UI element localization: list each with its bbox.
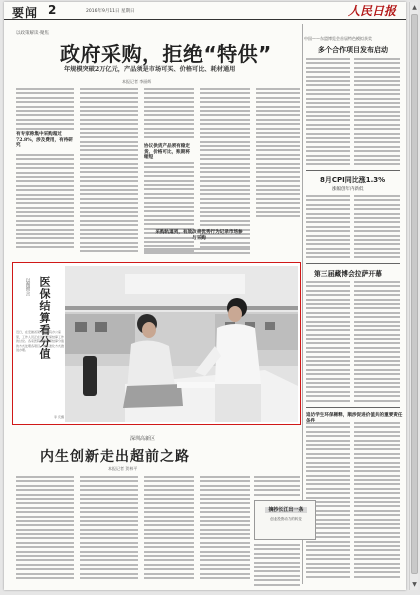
- body-text: [254, 476, 300, 498]
- body-text: [354, 281, 400, 404]
- body-text: [80, 88, 138, 255]
- photo-credit: 李 庆摄: [54, 415, 64, 419]
- photo-tag: 以图带言: [25, 278, 30, 296]
- issue-date: 2016年9月11日 星期日: [86, 9, 135, 14]
- body-text: [306, 58, 350, 168]
- vertical-scrollbar[interactable]: [409, 2, 418, 590]
- scroll-thumb[interactable]: [411, 14, 418, 574]
- body-text: [254, 544, 300, 588]
- right-headline-4: 追访学生环保稀释，顺涉促进价值共的重要责任: [306, 413, 403, 418]
- body-text: [306, 195, 350, 261]
- sidebar-box: [254, 500, 316, 540]
- body-text: [256, 88, 300, 220]
- body-text: [144, 476, 194, 581]
- bottom-kicker: 深圳高新区: [130, 436, 156, 442]
- divider: [306, 407, 400, 408]
- lead-subheading-3: 采购轨道列，有效改善优秀行为记录市场参与采购: [155, 230, 243, 241]
- body-text: [354, 58, 400, 168]
- scroll-down-icon[interactable]: ▼: [412, 581, 417, 588]
- page-number: 2: [48, 3, 57, 17]
- divider: [306, 170, 400, 171]
- bottom-headline: 内生创新走出超前之路: [40, 449, 190, 465]
- newspaper-page: [4, 2, 406, 590]
- body-text: [354, 195, 400, 261]
- body-text: [354, 422, 400, 580]
- body-text: [16, 88, 74, 132]
- right-kicker: 中国——东盟博览会首届特色模拟获奖: [304, 36, 372, 41]
- newspaper-logo: 人民日报: [347, 4, 396, 18]
- body-text: [200, 88, 250, 250]
- lead-subheading-2: 协议供货产品须有稳定货、价格可比，账期将缩短: [144, 144, 190, 161]
- sidebar-box-subtitle: 创业投资动力的转变: [270, 517, 302, 521]
- body-text: [144, 88, 194, 141]
- lead-subhead: 年规模突破2万亿元，产品须是市场可买、价格可比、耗材通用: [64, 66, 236, 73]
- bottom-byline: 本报记者 贺林平: [108, 466, 138, 471]
- photo-illustration: [65, 266, 298, 422]
- divider: [306, 263, 400, 264]
- body-text: [306, 281, 350, 404]
- sidebar-box-title: 摘抄长江出一条: [265, 507, 307, 513]
- section-name: 要闻: [12, 6, 39, 20]
- scroll-up-icon[interactable]: ▲: [412, 4, 417, 11]
- masthead: [4, 2, 406, 20]
- body-text: [16, 154, 74, 251]
- body-text: [144, 248, 250, 257]
- right-subhead-2: 涨幅创年内新低: [332, 187, 364, 192]
- right-headline-2: 8月CPI同比涨1.3%: [320, 176, 386, 184]
- body-text: [200, 476, 250, 581]
- right-headline-3: 第三届藏博会拉萨开幕: [314, 270, 382, 278]
- photo-title: 医保结算看分值: [38, 276, 51, 360]
- lead-headline: 政府采购，拒绝“特供”: [60, 42, 272, 66]
- body-text: [16, 476, 74, 581]
- lead-byline: 本报记者 李丽辉: [122, 79, 152, 84]
- photo-caption: 近日，在安徽省某市某医院办公室里，工作人员正在进行医保结算工作的讨论。各家医院按照医保结算分值的方式处理各项目，以标准化方式推进办理。: [16, 330, 65, 353]
- lead-subheading-1: 有专家称集中采购超过72.8%，涉及费用，有待研究: [16, 132, 73, 149]
- right-headline-1: 多个合作项目发布启动: [318, 46, 388, 54]
- body-text: [80, 476, 138, 581]
- lead-kicker: 以政策解读·聚焦: [16, 31, 49, 36]
- news-photo: [65, 266, 298, 422]
